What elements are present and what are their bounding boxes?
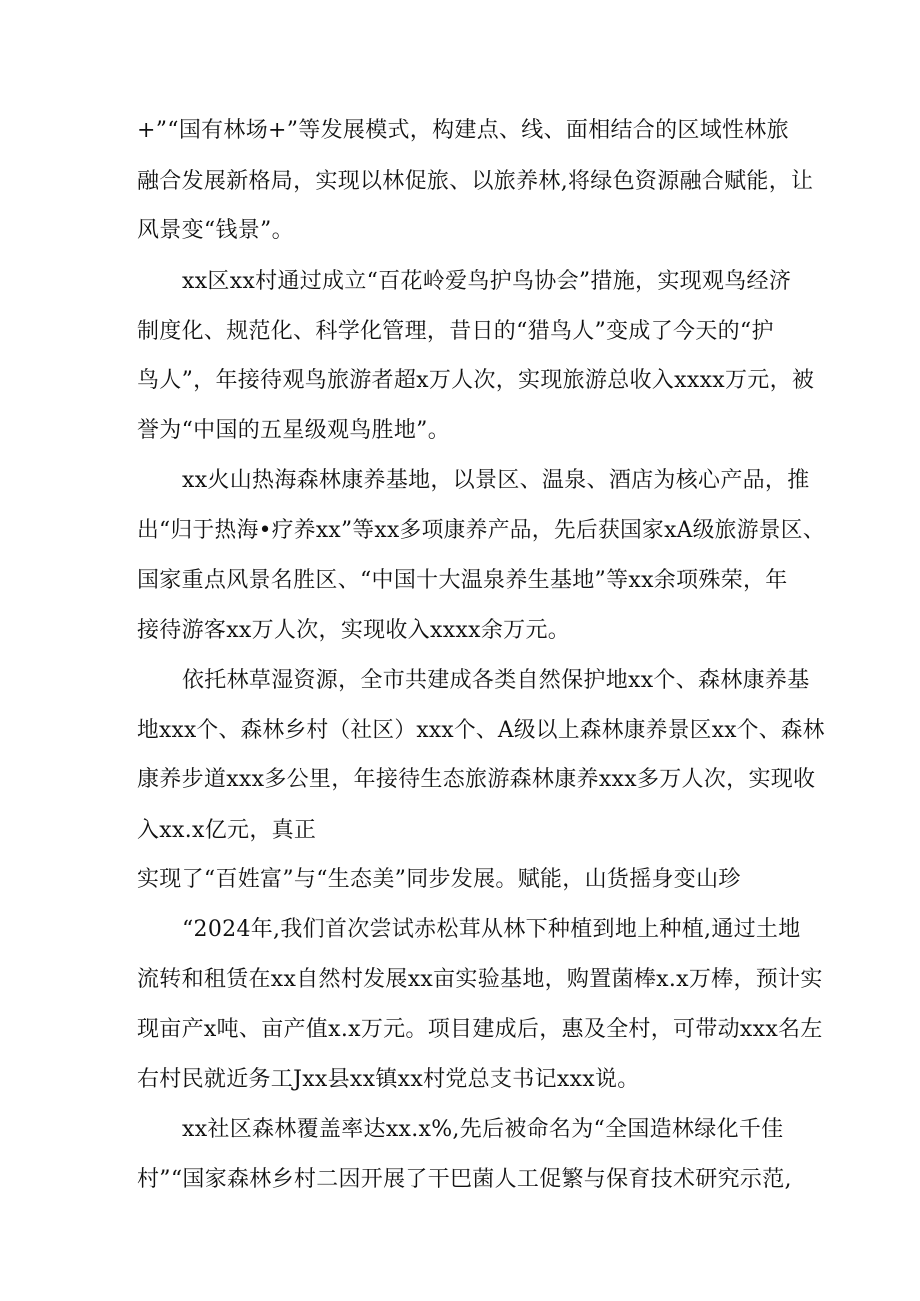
text-line: +”“国有林场+”等发展模式，构建点、线、面相结合的区域性林旅 (137, 118, 789, 143)
text-line: 实现了“百姓富”与“生态美”同步发展。赋能，山货摇身变山珍 (137, 867, 741, 892)
text-line: 融合发展新格局，实现以林促旅、以旅养林,将绿色资源融合赋能，让 (137, 169, 814, 194)
text-line: 地xxx个、森林乡村（社区）xxx个、A级以上森林康养景区xx个、森林 (137, 718, 825, 743)
text-line: “2024年,我们首次尝试赤松茸从林下种植到地上种植,通过土地 (182, 917, 801, 942)
text-line: 制度化、规范化、科学化管理，昔日的“猎鸟人”变成了今天的“护 (137, 319, 774, 344)
text-line: 右村民就近务工Jxx县xx镇xx村党总支书记xxx说。 (137, 1067, 640, 1092)
text-line: 入xx.x亿元，真正 (137, 818, 317, 843)
text-line: 风景变“钱景”。 (137, 218, 294, 243)
text-line: xx火山热海森林康养基地，以景区、温泉、酒店为核心产品，推 (182, 468, 810, 493)
text-line: xx社区森林覆盖率达xx.x%,先后被命名为“全国造林绿化千佳 (182, 1117, 784, 1142)
text-line: 依托林草湿资源，全市共建成各类自然保护地xx个、森林康养基 (182, 668, 810, 693)
text-line: 康养步道xxx多公里，年接待生态旅游森林康养xxx多万人次，实现收 (137, 767, 816, 792)
text-line: 现亩产x吨、亩产值x.x万元。项目建成后，惠及全村，可带动xxx名左 (137, 1017, 823, 1042)
text-line: 流转和租赁在xx自然村发展xx亩实验基地，购置菌棒x.x万棒，预计实 (137, 967, 823, 992)
text-line: xx区xx村通过成立“百花岭爱鸟护鸟协会”措施，实现观鸟经济 (182, 269, 792, 294)
text-line: 出“归于热海•疗养xx”等xx多项康养产品，先后获国家xA级旅游景区、 (137, 518, 825, 543)
text-line: 村”“国家森林乡村二因开展了干巴菌人工促繁与保育技术研究示范, (137, 1167, 792, 1192)
text-line: 国家重点风景名胜区、“中国十大温泉养生基地”等xx余项殊荣，年 (137, 568, 788, 593)
text-line: 鸟人”，年接待观鸟旅游者超x万人次，实现旅游总收入xxxx万元，被 (137, 368, 815, 393)
text-line: 誉为“中国的五星级观鸟胜地”。 (137, 418, 450, 443)
text-line: 接待游客xx万人次，实现收入xxxx余万元。 (137, 618, 571, 643)
